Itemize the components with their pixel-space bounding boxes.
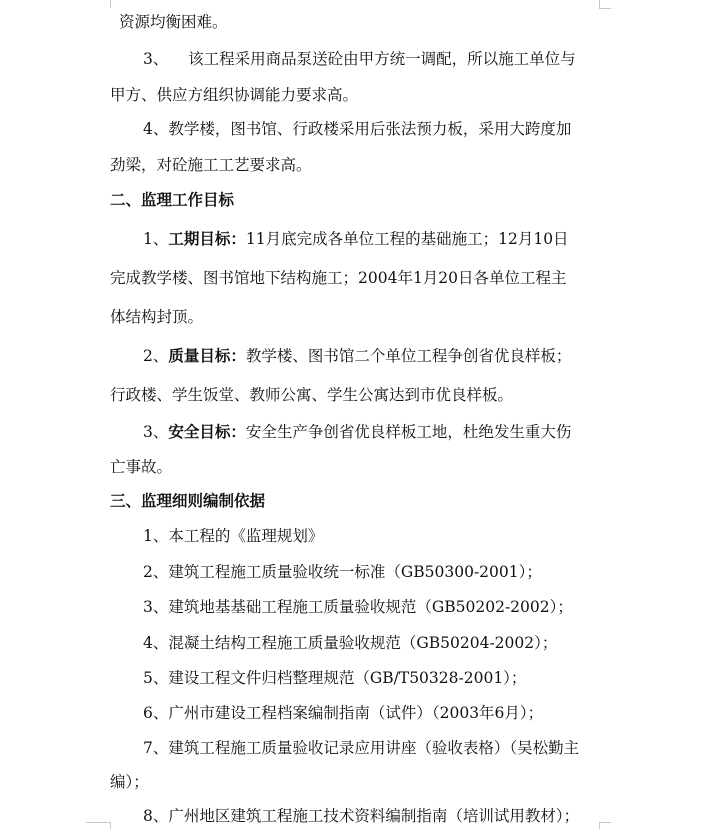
crop-mark-top-right-v (599, 0, 600, 8)
basis-item: 2、建筑工程施工质量验收统一标准（GB50300-2001）； (143, 563, 542, 581)
goal-line (143, 421, 643, 443)
body-line: 行政楼、学生饭堂、教师公寓、学生公寓达到市优良样板。 (110, 386, 514, 404)
body-line: 体结构封顶。 (110, 308, 204, 326)
body-line: 资源均衡困难。 (119, 13, 228, 31)
section-heading: 二、监理工作目标 (110, 190, 235, 209)
basis-item: 4、混凝土结构工程施工质量验收规范（GB50204-2002）； (143, 634, 558, 652)
basis-item: 6、广州市建设工程档案编制指南（试件）（2003年6月）； (143, 704, 544, 722)
goal-label: 工期目标： (168, 229, 246, 248)
section-heading: 三、监理细则编制依据 (110, 491, 266, 510)
goal-prefix: 3、 (143, 423, 169, 441)
body-line: 3、 该工程采用商品泵送砼由甲方统一调配，所以施工单位与 (143, 50, 576, 68)
goal-text: 11月底完成各单位工程的基础施工；12月10日 (245, 230, 569, 248)
goal-text: 教学楼、图书馆二个单位工程争创省优良样板； (245, 347, 572, 365)
goal-line (143, 345, 643, 367)
goal-label: 质量目标： (168, 346, 246, 365)
basis-item: 1、本工程的《监理规划》 (143, 527, 324, 545)
crop-mark-bottom-left-h (86, 822, 110, 823)
crop-mark-bottom-left-v (110, 822, 111, 829)
body-line: 4、教学楼，图书馆、行政楼采用后张法预力板，采用大跨度加 (143, 120, 572, 138)
goal-prefix: 2、 (143, 347, 169, 365)
basis-item: 8、广州地区建筑工程施工技术资料编制指南（培训试用教材）； (143, 807, 580, 825)
crop-mark-top-right-h (599, 8, 611, 9)
goal-line (143, 228, 643, 250)
goal-prefix: 1、 (143, 230, 169, 248)
body-line: 亡事故。 (110, 458, 173, 476)
body-line: 甲方、供应方组织协调能力要求高。 (110, 86, 359, 104)
goal-text: 安全生产争创省优良样板工地，杜绝发生重大伤 (245, 423, 572, 441)
basis-item: 3、建筑地基基础工程施工质量验收规范（GB50202-2002）； (143, 598, 573, 616)
basis-item: 7、建筑工程施工质量验收记录应用讲座（验收表格）（吴松勤主 (143, 739, 580, 757)
basis-item: 编）； (110, 773, 149, 791)
body-line: 完成教学楼、图书馆地下结构施工；2004年1月20日各单位工程主 (110, 269, 567, 287)
crop-mark-top-left-v (110, 0, 111, 8)
goal-label: 安全目标： (168, 422, 246, 441)
body-line: 劲梁，对砼施工工艺要求高。 (110, 156, 312, 174)
basis-item: 5、建设工程文件归档整理规范（GB/T50328-2001）； (143, 669, 527, 687)
